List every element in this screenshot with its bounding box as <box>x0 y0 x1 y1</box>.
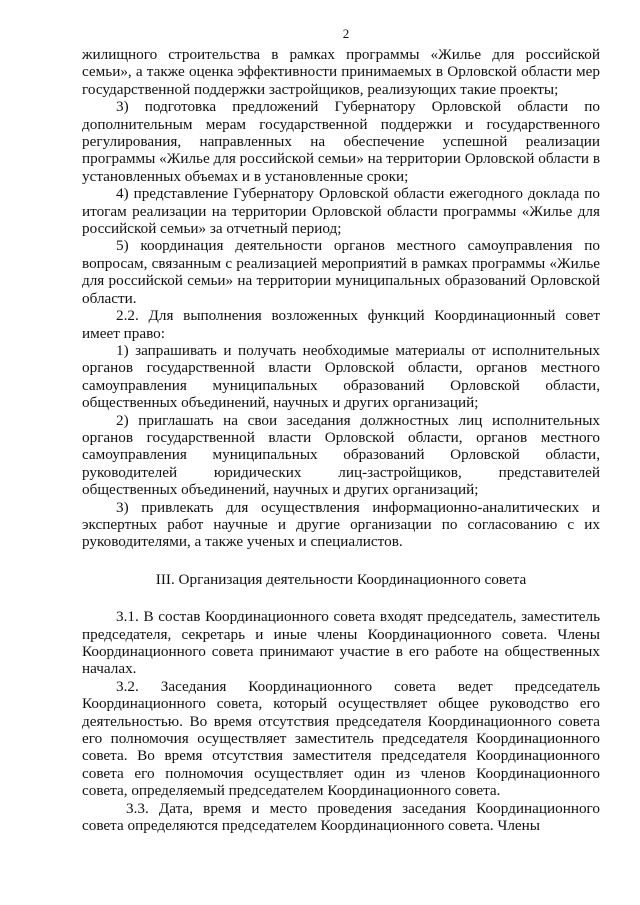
paragraph-right-1: 1) запрашивать и получать необходимые материалы от исполнительных органов государственной власти Орловской области, органов местного самоуправления муниципальных образований Орловской области, общественных объединений, научных и других организаций; <box>82 341 600 412</box>
paragraph-2-2: 2.2. Для выполнения возложенных функций Координационный совет имеет право: <box>82 307 600 342</box>
paragraph-item-5: 5) координация деятельности органов местного самоуправления по вопросам, связанным с реализацией мероприятий в рамках программы «Жилье для российской семьи» на территории муниципальных образований Орловской области. <box>82 237 600 307</box>
paragraph-3-3: 3.3. Дата, время и место проведения заседания Координационного совета определяются председателем Координационного совета. Члены <box>82 799 600 835</box>
paragraph-3-2: 3.2. Заседания Координационного совета ведет председатель Координационного совета, который осуществляет общее руководство его деятельностью. Во время отсутствия председателя Координационного совета его полномочия осуществляет заместитель председателя Координационного совета. Во время отсутствия заместителя председателя Координационного совета его полномочия осуществляет один из членов Координационного совета, определяемый председателем Координационного совета. <box>82 677 600 800</box>
page-number: 2 <box>342 26 350 41</box>
paragraph-right-2: 2) приглашать на свои заседания должностных лиц исполнительных органов государственной власти Орловской области, органов местного самоуправления муниципальных образований Орловской области, руководителей юридических лиц-застройщиков, представителей общественных объединений, научных и других организаций; <box>82 411 600 499</box>
paragraph-right-3: 3) привлекать для осуществления информационно-аналитических и экспертных работ научные и другие организации по согласованию с их руководителями, а также ученых и специалистов. <box>82 498 600 551</box>
paragraph-continuation: жилищного строительства в рамках программы «Жилье для российской семьи», а также оценка эффективности принимаемых в Орловской области мер государственной поддержки застройщиков, реализующих такие проекты; <box>82 46 600 98</box>
paragraph-item-3: 3) подготовка предложений Губернатору Орловской области по дополнительным мерам государственной поддержки и государственного регулирования, направленных на обеспечение успешной реализации программы «Жилье для российской семьи» на территории Орловской области в установленных объемах и в установленные сроки; <box>82 98 600 185</box>
paragraph-3-1: 3.1. В состав Координационного совета входят председатель, заместитель председателя, секретарь и иные члены Координационного совета. Члены Координационного совета принимают участие в его работе на общественных началах. <box>82 608 600 678</box>
section-heading: III. Организация деятельности Координационного совета <box>155 570 527 588</box>
paragraph-item-4: 4) представление Губернатору Орловской области ежегодного доклада по итогам реализации на территории Орловской области программы «Жилье для российской семьи» за отчетный период; <box>82 185 600 238</box>
